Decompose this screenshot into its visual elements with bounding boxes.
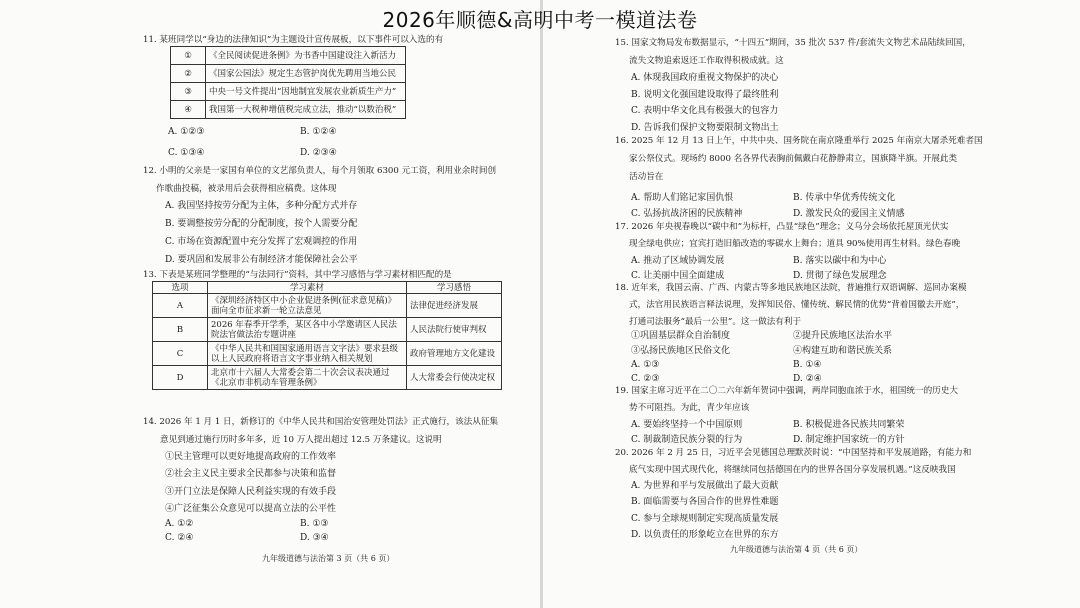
- q13-material-line1: 2026 年春季开学季，某区各中小学邀请区人民法: [211, 319, 397, 330]
- q13-material-line1: 《深圳经济特区中小企业促进条例(征求意见稿)》: [211, 295, 397, 306]
- table-header-row: [153, 282, 502, 294]
- q14-option-c: C. ②④: [165, 533, 194, 543]
- q13-header-option: 选项: [153, 282, 208, 294]
- q20-option-d: D. 以负责任的形象屹立在世界的东方: [631, 530, 779, 540]
- q20-stem-line1: 20. 2026 年 2 月 25 日，习近平会见德国总理默茨时说：“中国坚持和平发展道路，有能力和: [615, 448, 972, 458]
- q13-material-line2: 以上人民政府将语言文字事业纳入相关规划: [211, 353, 373, 364]
- q13-material-line2: 《北京市非机动车管理条例》: [211, 377, 322, 388]
- q15-option-b: B. 说明文化强国建设取得了最终胜利: [631, 90, 779, 100]
- q12-option-d: D. 要巩固和发展非公有制经济才能保障社会公平: [165, 255, 358, 265]
- q13-row-option: B: [153, 318, 208, 342]
- q14-statement-1: ①民主管理可以更好地提高政府的工作效率: [165, 452, 337, 462]
- q13-row-insight: 政府管理地方文化建设: [407, 342, 502, 366]
- q20-option-b: B. 面临需要与各国合作的世界性难题: [631, 497, 779, 507]
- q11-row-text: 《国家公园法》规定生态管护岗优先聘用当地公民: [206, 65, 406, 83]
- q15-option-a: A. 体现我国政府重视文物保护的决心: [631, 73, 779, 83]
- table-row: [171, 101, 406, 119]
- q20-option-a: A. 为世界和平与发展做出了最大贡献: [631, 481, 779, 491]
- q13-table: [152, 281, 502, 390]
- q14-option-b: B. ①③: [300, 519, 329, 529]
- q11-row-text: 中央一号文件提出“因地制宜发展农业新质生产力”: [206, 83, 406, 101]
- q19-option-c: C. 制裁制造民族分裂的行为: [631, 435, 743, 445]
- q13-material-line1: 《中华人民共和国国家通用语言文字法》要求县级: [211, 343, 399, 354]
- q20-option-c: C. 参与全球规则制定实现高质量发展: [631, 514, 779, 524]
- q19-option-b: B. 积极促进各民族共同繁荣: [793, 420, 905, 430]
- q12-option-c: C. 市场在资源配置中充分发挥了宏观调控的作用: [165, 237, 358, 247]
- q11-stem: 11. 某班同学以“身边的法律知识”为主题设计宣传展板，以下事件可以入选的有: [143, 35, 444, 45]
- q17-option-a: A. 推动了区域协调发展: [631, 256, 725, 266]
- q13-row-material: [208, 294, 407, 318]
- q18-stem-line3: 打通司法服务“最后一公里”。这一做法有利于: [629, 317, 802, 327]
- q15-option-d: D. 告诉我们保护文物要限制文物出土: [631, 123, 779, 133]
- q16-option-b: B. 传承中华优秀传统文化: [793, 193, 896, 203]
- document-title: 2026年顺德&高明中考一模道法卷: [382, 8, 698, 32]
- q20-stem-line2: 底气实现中国式现代化，将继续同包括德国在内的世界各国分享发展机遇。”这反映我国: [629, 465, 956, 475]
- q12-stem-line2: 作歌曲投稿，被录用后会获得相应稿费。这体现: [156, 184, 337, 194]
- q13-row-material: [208, 366, 407, 390]
- table-row: [171, 83, 406, 101]
- q11-option-a: A. ①②③: [168, 127, 205, 137]
- q13-row-insight: 人民法院行使审判权: [407, 318, 502, 342]
- q19-stem-line2: 势不可阻挡。为此，青少年应该: [629, 403, 750, 413]
- q11-row-num: ①: [171, 47, 206, 65]
- q17-option-d: D. 贯彻了绿色发展理念: [793, 271, 887, 281]
- q14-stem-line1: 14. 2026 年 1 月 1 日，新修订的《中华人民共和国治安管理处罚法》正式施行，该法从征集: [143, 417, 499, 427]
- q18-statement-2: ②提升民族地区法治水平: [793, 331, 893, 341]
- q18-option-c: C. ②③: [631, 374, 660, 384]
- q13-material-line2: 面向全市征求新一轮立法意见: [211, 305, 322, 316]
- q11-table: [170, 46, 406, 119]
- q14-option-a: A. ①②: [165, 519, 194, 529]
- q16-option-c: C. 弘扬抗战济困的民族精神: [631, 209, 743, 219]
- q19-option-a: A. 要始终坚持一个中国原则: [631, 420, 743, 430]
- q13-row-insight: 人大常委会行使决定权: [407, 366, 502, 390]
- q19-option-d: D. 制定维护国家统一的方针: [793, 435, 905, 445]
- q18-statement-4: ④构建互助和谐民族关系: [793, 346, 893, 356]
- q11-row-num: ④: [171, 101, 206, 119]
- q13-material-line1: 北京市十六届人大常委会第二十次会议表决通过: [211, 367, 390, 378]
- q13-header-insight: 学习感悟: [407, 282, 502, 294]
- q12-option-a: A. 我国坚持按劳分配为主体，多种分配方式并存: [165, 201, 358, 211]
- q11-option-c: C. ①③④: [168, 148, 205, 158]
- q13-row-option: C: [153, 342, 208, 366]
- q19-stem-line1: 19. 国家主席习近平在二〇二六年新年贺词中强调，两岸同胞血浓于水，祖国统一的历史大: [615, 386, 958, 396]
- q18-option-b: B. ①④: [793, 360, 822, 370]
- q17-stem-line1: 17. 2026 年央视春晚以“碳中和”为标杆，凸显“绿色”理念；义乌分会场依托屋顶光伏实: [615, 222, 949, 232]
- q17-option-c: C. 让美丽中国全面建成: [631, 271, 725, 281]
- q11-option-d: D. ②③④: [300, 148, 337, 158]
- q14-statement-3: ③开门立法是保障人民利益实现的有效手段: [165, 487, 337, 497]
- table-row: [171, 65, 406, 83]
- q16-stem-line1: 16. 2025 年 12 月 13 日上午，中共中央、国务院在南京隆重举行 2025 年南京大屠杀死难者国: [615, 136, 983, 146]
- q16-option-a: A. 帮助人们铭记家国仇恨: [631, 193, 734, 203]
- q11-row-text: 我国第一大税种增值税完成立法，推动“以数治税”: [206, 101, 406, 119]
- page-footer-right: 九年级道德与法治第 4 页（共 6 页）: [730, 545, 863, 554]
- q12-stem-line1: 12. 小明的父亲是一家国有单位的文艺部负责人，每个月领取 6300 元工资，利用业余时间创: [143, 166, 497, 176]
- q17-option-b: B. 落实以碳中和为中心: [793, 256, 887, 266]
- q13-material-line2: 院法官做法治专题讲座: [211, 329, 297, 340]
- q18-option-d: D. ②④: [793, 374, 822, 384]
- q11-option-b: B. ①②④: [300, 127, 337, 137]
- q16-option-d: D. 激发民众的爱国主义情感: [793, 209, 905, 219]
- q15-option-c: C. 表明中华文化具有极强大的包容力: [631, 106, 779, 116]
- q13-stem: 13. 下表是某班同学整理的“与法同行”资料，其中学习感悟与学习素材相匹配的是: [143, 270, 452, 280]
- table-row: [153, 294, 502, 318]
- table-row: [153, 342, 502, 366]
- q18-statement-1: ①巩固基层群众自治制度: [631, 331, 731, 341]
- page-footer-left: 九年级道德与法治第 3 页（共 6 页）: [262, 554, 395, 563]
- q12-option-b: B. 要调整按劳分配的分配制度，按个人需要分配: [165, 219, 358, 229]
- q14-statement-2: ②社会主义民主要求全民都参与决策和监督: [165, 469, 337, 479]
- q18-stem-line1: 18. 近年来，我国云南、广西、内蒙古等多地民族地区法院，普遍推行双语调解、巡回办案模: [615, 283, 967, 293]
- table-row: [171, 47, 406, 65]
- q11-row-num: ②: [171, 65, 206, 83]
- q14-stem-line2: 意见到通过施行历时多年多，近 10 万人提出超过 12.5 万条建议。这说明: [160, 435, 442, 445]
- table-row: [153, 366, 502, 390]
- q13-row-insight: 法律促进经济发展: [407, 294, 502, 318]
- q13-header-material: 学习素材: [208, 282, 407, 294]
- q15-stem-line2: 流失文物追索返还工作取得积极成就。这: [629, 56, 784, 66]
- q16-stem-line3: 活动旨在: [629, 172, 664, 182]
- table-row: [153, 318, 502, 342]
- q15-stem-line1: 15. 国家文物局发布数据显示，“十四五”期间，35 批次 537 件/套流失文物艺术品陆续回国，: [615, 38, 971, 48]
- q17-stem-line2: 现全绿电供应；宜宾打造旧船改造的零碳水上舞台；道具 90%使用再生材料。绿色春晚: [629, 239, 961, 249]
- q14-option-d: D. ③④: [300, 533, 329, 543]
- q18-option-a: A. ①③: [631, 360, 660, 370]
- q13-row-option: A: [153, 294, 208, 318]
- q14-statement-4: ④广泛征集公众意见可以提高立法的公平性: [165, 504, 337, 514]
- exam-page-4: [543, 0, 1080, 608]
- q16-stem-line2: 家公祭仪式。现场约 8000 名各界代表胸前佩戴白花静静肃立，国旗降半旗。开展此类: [629, 154, 958, 164]
- q13-row-material: [208, 342, 407, 366]
- q13-row-material: [208, 318, 407, 342]
- q13-row-option: D: [153, 366, 208, 390]
- q11-row-text: 《全民阅读促进条例》为书香中国建设注入新活力: [206, 47, 406, 65]
- q11-row-num: ③: [171, 83, 206, 101]
- q18-statement-3: ③弘扬民族地区民俗文化: [631, 346, 731, 356]
- q18-stem-line2: 式，法官用民族语言释法说理，发挥知民俗、懂传统、解民情的优势“背着国徽去开庭”，: [629, 300, 965, 310]
